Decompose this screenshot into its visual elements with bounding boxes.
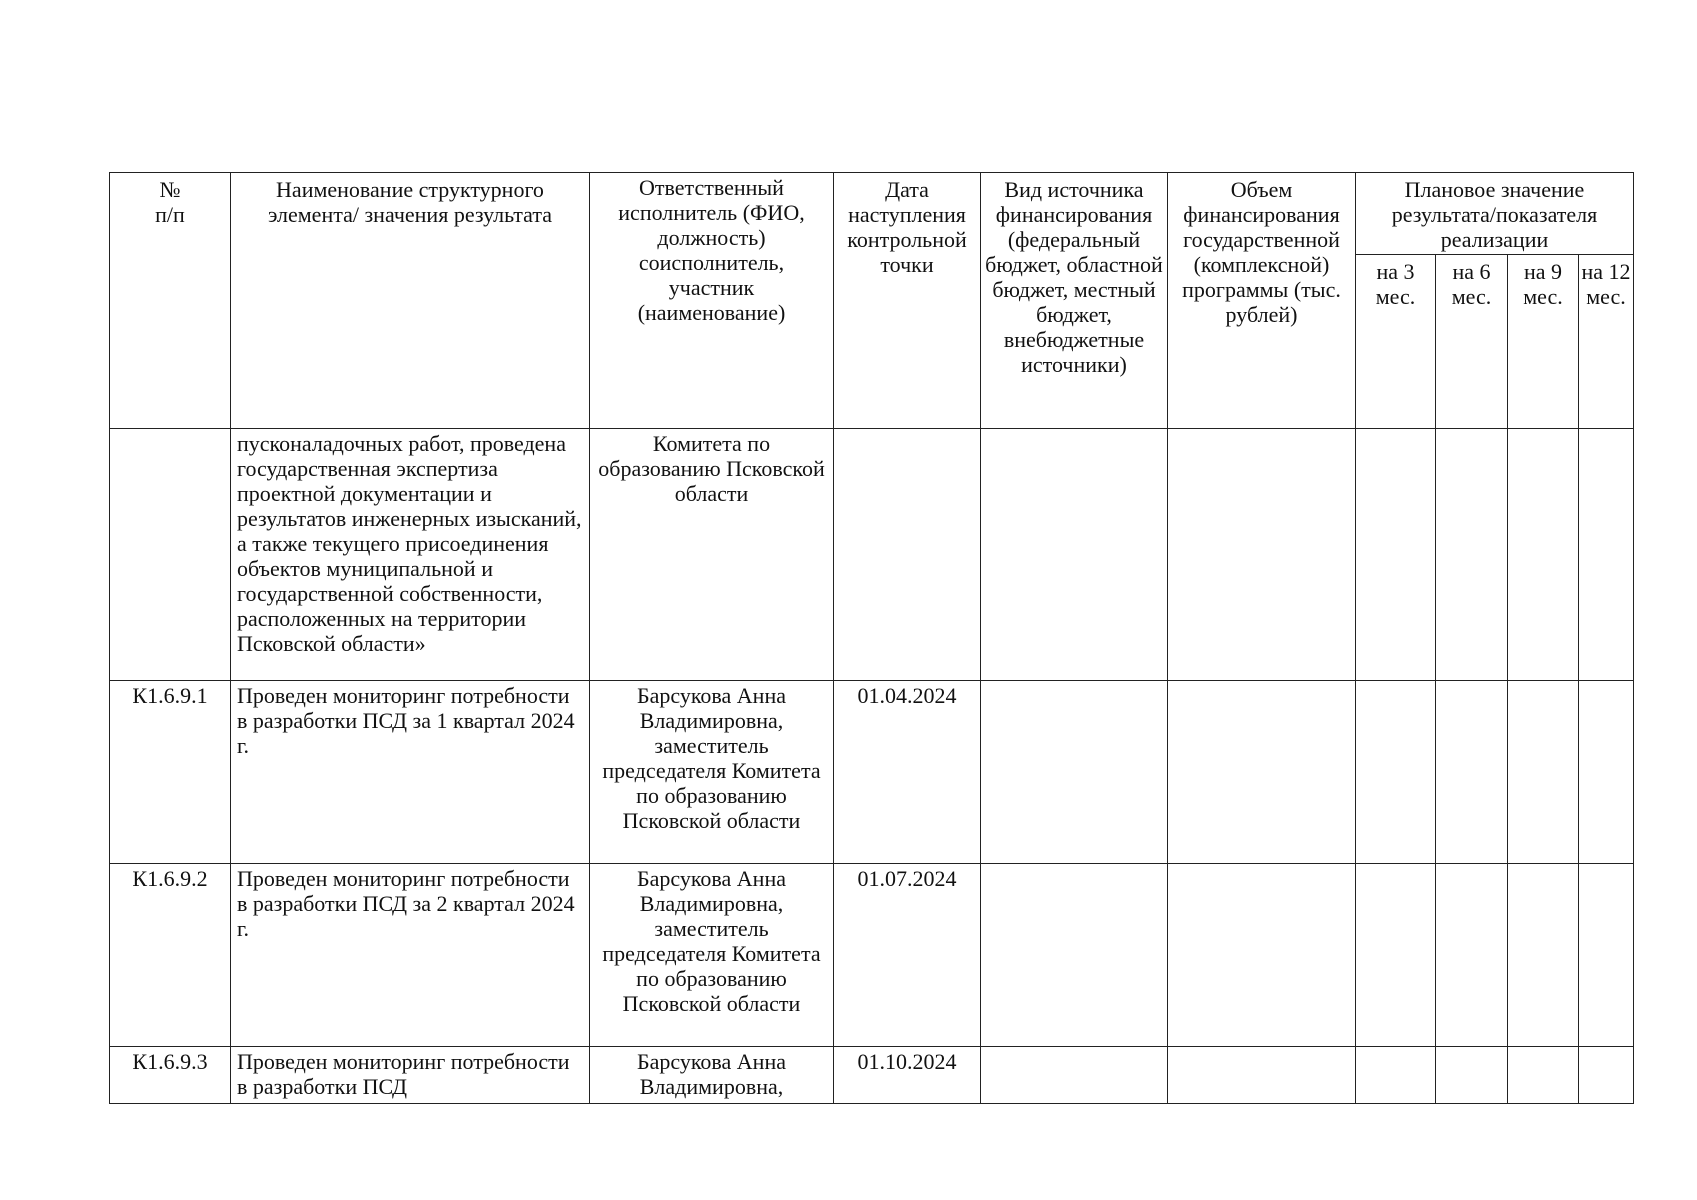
row-responsible: Барсукова Анна Владимировна, заместитель председателя Комитета по образованию Псковской области <box>590 681 834 864</box>
row-volume <box>1168 429 1356 681</box>
header-m9: на 9 мес. <box>1508 255 1579 429</box>
row-date: 01.10.2024 <box>834 1047 981 1104</box>
row-m3 <box>1356 681 1436 864</box>
table-row <box>110 864 1634 1047</box>
table-row <box>110 429 1634 681</box>
row-date: 01.04.2024 <box>834 681 981 864</box>
row-responsible: Барсукова Анна Владимировна, <box>590 1047 834 1104</box>
header-m6: на 6 мес. <box>1436 255 1508 429</box>
control-points-table <box>109 172 1634 1104</box>
row-m12 <box>1579 429 1634 681</box>
header-date: Дата наступления контрольной точки <box>834 173 981 429</box>
row-responsible: Комитета по образованию Псковской области <box>590 429 834 681</box>
row-date: 01.07.2024 <box>834 864 981 1047</box>
header-num: № п/п <box>110 173 231 429</box>
header-row <box>110 173 1634 255</box>
row-num: К1.6.9.2 <box>110 864 231 1047</box>
row-num <box>110 429 231 681</box>
row-m3 <box>1356 864 1436 1047</box>
header-name: Наименование структурного элемента/ значения результата <box>231 173 590 429</box>
row-source <box>981 864 1168 1047</box>
row-m12 <box>1579 681 1634 864</box>
row-volume <box>1168 681 1356 864</box>
row-m6 <box>1436 429 1508 681</box>
header-responsible: Ответственный исполнитель (ФИО, должность) соисполнитель, участник (наименование) <box>590 173 834 429</box>
header-plan: Плановое значение результата/показателя реализации <box>1356 173 1634 255</box>
row-volume <box>1168 864 1356 1047</box>
row-m6 <box>1436 681 1508 864</box>
table-row <box>110 1047 1634 1104</box>
row-m9 <box>1508 681 1579 864</box>
row-m9 <box>1508 1047 1579 1104</box>
header-volume: Объем финансирования государственной (комплексной) программы (тыс. рублей) <box>1168 173 1356 429</box>
header-source: Вид источника финансирования (федеральный бюджет, областной бюджет, местный бюджет, внебюджетные источники) <box>981 173 1168 429</box>
row-volume <box>1168 1047 1356 1104</box>
table-row <box>110 681 1634 864</box>
row-name: Проведен мониторинг потребности в разработки ПСД <box>231 1047 590 1104</box>
row-num: К1.6.9.3 <box>110 1047 231 1104</box>
row-source <box>981 429 1168 681</box>
row-m12 <box>1579 1047 1634 1104</box>
header-m3: на 3 мес. <box>1356 255 1436 429</box>
row-m3 <box>1356 1047 1436 1104</box>
row-m6 <box>1436 864 1508 1047</box>
row-responsible: Барсукова Анна Владимировна, заместитель председателя Комитета по образованию Псковской области <box>590 864 834 1047</box>
row-m6 <box>1436 1047 1508 1104</box>
row-source <box>981 1047 1168 1104</box>
row-name: Проведен мониторинг потребности в разработки ПСД за 1 квартал 2024 г. <box>231 681 590 864</box>
header-m12: на 12 мес. <box>1579 255 1634 429</box>
row-m12 <box>1579 864 1634 1047</box>
row-m9 <box>1508 429 1579 681</box>
row-m9 <box>1508 864 1579 1047</box>
row-name: пусконаладочных работ, проведена государственная экспертиза проектной документации и результатов инженерных изысканий, а также текущего присоединения объектов муниципальной и государственной собственности, расположенных на территории Псковской области» <box>231 429 590 681</box>
row-date <box>834 429 981 681</box>
row-name: Проведен мониторинг потребности в разработки ПСД за 2 квартал 2024 г. <box>231 864 590 1047</box>
row-m3 <box>1356 429 1436 681</box>
row-num: К1.6.9.1 <box>110 681 231 864</box>
row-source <box>981 681 1168 864</box>
